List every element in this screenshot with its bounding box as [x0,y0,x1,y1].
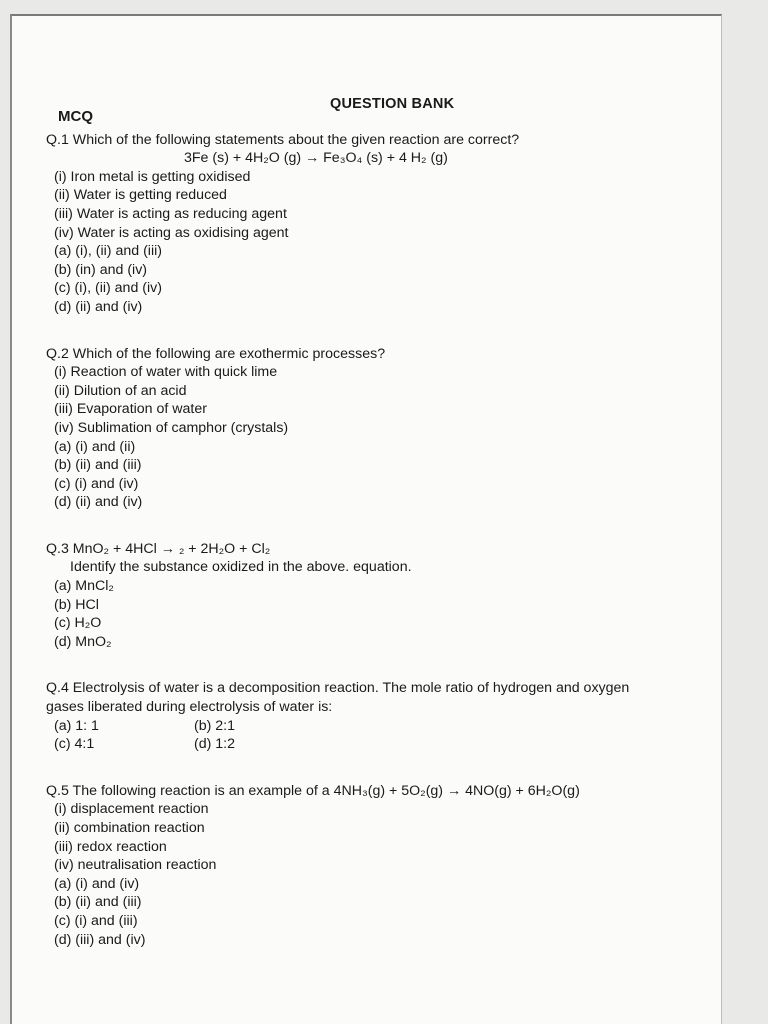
option: (a) (i) and (ii) [54,438,136,455]
option: (d) 1:2 [194,736,236,753]
option: (b) (ii) and (iii) [54,457,142,474]
option: (d) (ii) and (iv) [54,298,143,315]
option: (a) MnCl₂ [54,578,114,595]
statement: (iv) Sublimation of camphor (crystals) [54,419,289,436]
question-subtext: Identify the substance oxidized in the above. equation. [70,559,412,576]
question-2 [46,345,686,512]
option: (b) HCl [54,596,99,613]
question-text: Q.5 The following reaction is an example of a 4NH₃(g) + 5O₂(g) → 4NO(g) + 6H₂O(g) [46,782,580,799]
question-text: Q.3 MnO₂ + 4HCl → ₂ + 2H₂O + Cl₂ [46,540,271,557]
statement: (iv) neutralisation reaction [54,857,217,874]
statement: (i) Iron metal is getting oxidised [54,168,251,185]
options-row [46,735,686,754]
option: (c) 4:1 [54,736,95,753]
statement: (ii) Water is getting reduced [54,187,227,204]
page-title: QUESTION BANK [330,96,455,112]
question-3 [46,540,686,652]
section-heading: MCQ [58,108,93,125]
options-row [46,717,686,736]
option: (d) MnO₂ [54,633,112,650]
statement: (iv) Water is acting as oxidising agent [54,224,289,241]
option: (a) 1: 1 [54,717,99,734]
question-1 [46,131,686,317]
option: (b) 2:1 [194,717,236,734]
option: (a) (i), (ii) and (iii) [54,243,162,260]
question-text: Q.2 Which of the following are exothermic processes? [46,345,386,362]
statement: (ii) Dilution of an acid [54,382,187,399]
option: (a) (i) and (iv) [54,875,140,892]
option: (b) (ii) and (iii) [54,894,142,911]
question-text: Q.4 Electrolysis of water is a decomposition reaction. The mole ratio of hydrogen and oxygen [46,680,630,697]
statement: (i) Reaction of water with quick lime [54,364,278,381]
option: (c) (i), (ii) and (iv) [54,280,162,297]
question-5 [46,782,686,949]
statement: (ii) combination reaction [54,820,205,836]
option: (d) (ii) and (iv) [54,494,143,511]
statement: (i) displacement reaction [54,801,209,818]
option: (c) (i) and (iv) [54,475,139,492]
question-4 [46,679,686,753]
statement: (iii) redox reaction [54,838,167,855]
option: (b) (in) and (iv) [54,261,148,278]
reaction-equation: 3Fe (s) + 4H₂O (g) → Fe₃O₄ (s) + 4 H₂ (g) [184,150,448,167]
question-text: Q.1 Which of the following statements about the given reaction are correct? [46,131,520,148]
document-body [46,96,686,949]
option: (d) (iii) and (iv) [54,931,146,948]
option: (c) (i) and (iii) [54,912,138,929]
statement: (iii) Water is acting as reducing agent [54,205,287,222]
option: (c) H₂O [54,615,102,632]
question-text-continued: gases liberated during electrolysis of water is: [46,699,333,716]
statement: (iii) Evaporation of water [54,401,207,418]
